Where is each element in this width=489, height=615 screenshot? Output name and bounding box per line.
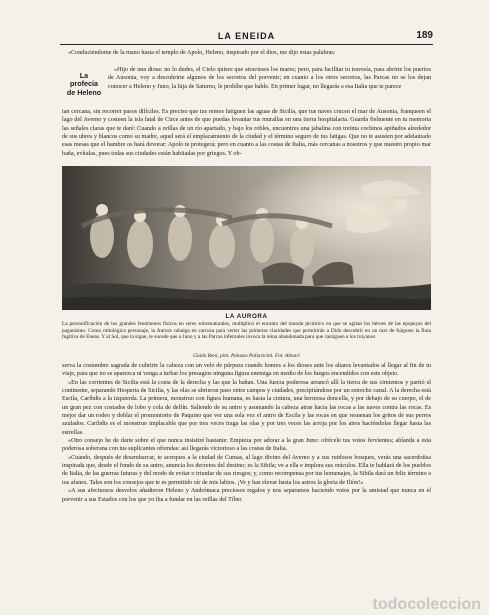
margin-note-line: La — [79, 71, 89, 80]
figure-credit: Guido Reni, pint. Palazzo Pallavicini. Fot. Alinari — [193, 353, 300, 359]
top-paragraph-side — [108, 66, 431, 91]
figure-title: LA AURORA — [225, 313, 268, 320]
watermark: todocoleccion — [372, 596, 481, 613]
paragraph: serva la costumbre sagrada de cubrirte la cabeza con un velo de púrpura cuando honres a los dioses ante los altares levantados al llegar al fin de tu viaje, para que no se aparezca ni venga a turbar los presagios ninguna figura enemiga en medio de los fuegos encendidos con este objeto. — [62, 363, 431, 378]
rest-text: tan cercana, sin recorrer pasos difíciles. Es preciso que tus remos fatiguen las aguas de Sicilia, que tus naves crucen el mar de Ausonia, franqueen el lago del Averno y costeen la isla fatal de Circe antes de que puedas levantar tus murallas en una tierra hospitalaria. Guarda fielmente en tu memoria las señales claras que te daré: Cuando a orillas de un río apartado, y bajo los robles, encuentres una jabalina con treinta cochinos apiñados alrededor de sus ubres y blancos como su madre, aquel será el emplazamiento de la ciudad y el término seguro de tus fatigas. Que no te asusten por adelantado esas mesas que el hambre os hará devorar: Apolo te protegerá; pero en cuanto a las costas de Italia, más cercanas a nosotros y que nuestro propio mar baña, evítalas, pues todas sus ciudades están habitadas por griegos. Y ob- — [62, 109, 431, 157]
paragraph: «En las corrientes de Sicilia está la costa de la derecha y las que la bañan. Una fuerza poderosa arrancó allí la tierra de sus cimientos y partió el continente, separando Hesperia de Sicilia, y las olas se abrieron paso entre campos y ciudades, precipitándose por un estrecho canal. A la derecha está Escila, Caribdis a la izquierda. La primera, monstruo con figura humana, es hasta la cintura, una hermosa doncella, y por debajo de su cuerpo, el de un gran pez con costados de lobo y cola de delfín. Saliendo de su antro y asomando la cabeza atrae hacia las rocas a las naves contra las rocas. Es mejor dar un rodeo y doblar el promontorio de Paquino que ver una sola vez el antro de Escila y las rocas en que resuenan los gritos de sus perros azulados. Caribdis es el monstruo implacable que por tres veces traga las olas y por tres veces las arroja por los aires haciéndolas llegar hasta las estrellas. — [62, 379, 431, 436]
aurora-painting — [62, 166, 431, 310]
paragraph: «Cuando, después de desembarcar, te acerques a la ciudad de Cumas, al lago divino del Averno y a sus ruidosos bosques, verás una sacerdotisa inspirada que, desde el fondo de su antro, anuncia los decretos del destino; es la Sibila; ve a ella e implora sus oráculos. Ella te hablará de los pueblos de Italia, de las guerras futuras y del modo de evitar o triunfar de sus riesgos; y, como recompensa por tus homenajes, la Sibila dará un feliz término a tus afanes. Tales son los consejos que te es permitido oír de mis labios. ¡Ve y haz elevar hasta los astros la gloria de Ilión!» — [62, 454, 431, 486]
figure-caption: La personificación de los grandes fenómenos físicos en seres sobrenaturales, multiplicó el encanto del mundo pictórico en que se agitan los héroes de las epopeyas del paganismo. Como mitológica personaje, la Aurora cabalga en carroza para verter las primeras claridades que permitirán a Dido descubrir en un mar de fulgores la flota fugitiva de Eneas. Y al Sol, que la sigue, le sucede que a Juno y a las Parcas infernales invoca la reina abandonada para que castiguen a los troyanos. — [62, 321, 431, 341]
margin-note — [62, 72, 106, 97]
margin-note-line: profecía — [70, 79, 98, 89]
page-number: 189 — [416, 30, 433, 41]
side-text: «Hijo de una diosa: no lo dudes, el Cielo quiere que atravieses los mares; pero, para facilitar tu travesía, para abrirte los puertos de Ausonia, voy a descubrirte algunos de los secretos del porvenir; en cuanto a los otros secretos, las Parcas no se los dejan conocer a Heleno y Juno, la hija de Saturno, le prohíbe que hable. En primer lugar, no llegarás a esa Italia que te parece — [108, 67, 431, 90]
top-paragraph-first — [62, 49, 431, 57]
running-header — [60, 30, 433, 45]
paragraph: «A sus afectuosos desvelos añadieron Heleno y Andrómaca preciosos regalos y nos separamos haciendo votos por la amistad que nunca en el porvenir a sus Estados con los que yo iba a fundar en las orillas del Tíber. — [62, 488, 431, 503]
paragraph: «Otro consejo he de darte sobre el que nunca insistiré bastante: Empieza por adorar a la gran Juno: ofrécele tus votos fervientes; ablanda a esta poderosa soberana con tus suplicantes ofrendas: así llegarás victorioso a las costas de Italia. — [62, 438, 431, 453]
top-paragraph-rest — [62, 108, 431, 158]
first-line: «Conduciéndome de la mano hasta el templo de Apolo, Heleno, inspirado por el dios, me dijo estas palabras: — [68, 50, 336, 56]
running-title: LA ENEIDA — [217, 31, 276, 41]
bottom-text — [62, 362, 431, 504]
margin-note-line: de Heleno — [66, 87, 102, 97]
